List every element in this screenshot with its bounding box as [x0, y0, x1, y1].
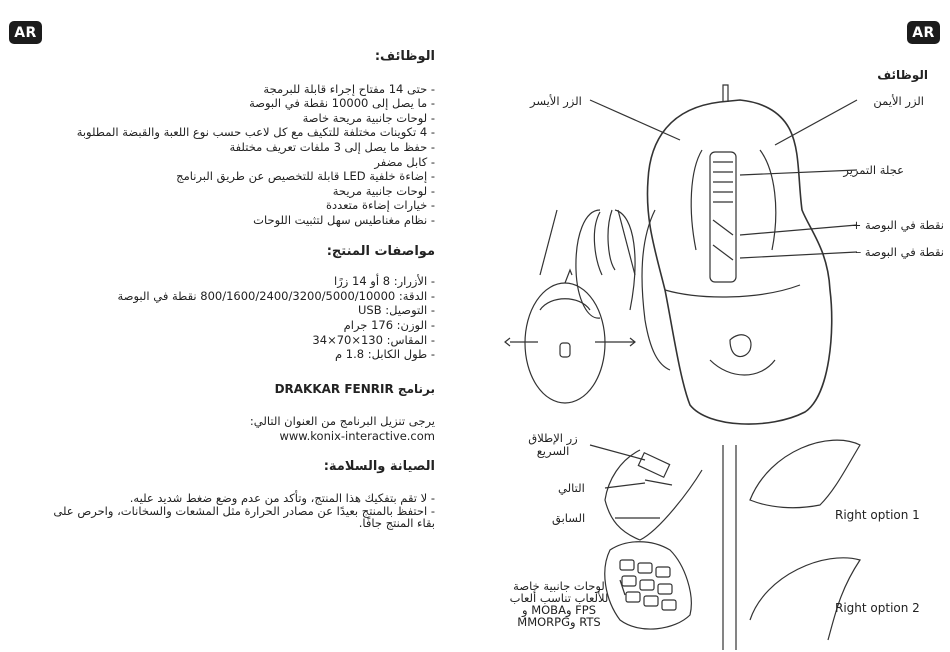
safety-list: [45, 492, 435, 530]
option1-label: Right option 1: [835, 508, 920, 522]
list-item: - إضاءة خلفية LED قابلة للتخصيص عن طريق البرنامج: [45, 169, 435, 184]
left-button-label: الزر الأيسر: [530, 94, 582, 108]
diagram-title: الوظائف: [877, 68, 928, 82]
language-badge-left: AR: [9, 21, 42, 44]
specs-list: [45, 274, 435, 362]
list-item: - خيارات إضاءة متعددة: [45, 198, 435, 213]
right-button-label: الزر الأيمن: [873, 94, 924, 108]
specs-title: مواصفات المنتج:: [326, 243, 435, 259]
text-column: [45, 50, 435, 530]
functions-title: الوظائف:: [374, 49, 435, 64]
list-item: - حتى 14 مفتاح إجراء قابلة للبرمجة: [45, 82, 435, 97]
list-item: - كابل مضفر: [45, 155, 435, 170]
software-instructions: يرجى تنزيل البرنامج من العنوان التالي:: [249, 414, 435, 429]
list-item: - نظام مغناطيس سهل لتثبيت اللوحات: [45, 213, 435, 228]
language-badge-right: AR: [907, 21, 940, 44]
list-item: - لا تقم بتفكيك هذا المنتج، وتأكد من عدم وضع ضغط شديد عليه.: [45, 492, 435, 505]
list-item: - لوحات جانبية مريحة: [45, 184, 435, 199]
option2-label: Right option 2: [835, 601, 920, 615]
next-label: التالي: [558, 481, 585, 495]
software-title: برنامج DRAKKAR FENRIR: [274, 381, 435, 396]
quick-fire-label: زر الإطلاق السريع: [528, 431, 578, 458]
list-item: - الدقة: 800/1600/2400/3200/5000/10000 نقطة في البوصة: [45, 289, 435, 304]
list-item: - طول الكابل: 1.8 م: [45, 347, 435, 362]
list-item: - 4 تكوينات مختلفة للتكيف مع كل لاعب حسب نوع اللعبة والقبضة المطلوبة: [45, 125, 435, 140]
mouse-diagram: [440, 60, 950, 652]
dpi-minus-label: نقطة في البوصة –: [855, 245, 944, 259]
list-item: - ما يصل إلى 10000 نقطة في البوصة: [45, 96, 435, 111]
list-item: - احتفظ بالمنتج بعيدًا عن مصادر الحرارة مثل المشعات والسخانات، واحرص على بقاء المنتج جافًا.: [45, 505, 435, 530]
safety-title: الصيانة والسلامة:: [323, 459, 435, 475]
mouse-illustration: [440, 60, 950, 652]
list-item: - التوصيل: USB: [45, 303, 435, 318]
side-panels-label: لوحات جانبية خاصة للألعاب تناسب ألعاب FPS وMOBA و RTS وMMORPG: [509, 579, 609, 629]
list-item: - الوزن: 176 جرام: [45, 318, 435, 333]
scroll-wheel-label: عجلة التمرير: [843, 163, 904, 177]
list-item: - الأزرار: 8 أو 14 زرًا: [45, 274, 435, 289]
list-item: - المقاس: 130×70×34: [45, 333, 435, 348]
list-item: - حفظ ما يصل إلى 3 ملفات تعريف مختلفة: [45, 140, 435, 155]
software-url-link[interactable]: www.konix-interactive.com: [279, 428, 435, 443]
dpi-plus-label: نقطة في البوصة +: [851, 218, 944, 232]
previous-label: السابق: [552, 511, 586, 525]
functions-list: [45, 82, 435, 228]
list-item: - لوحات جانبية مريحة خاصة: [45, 111, 435, 126]
